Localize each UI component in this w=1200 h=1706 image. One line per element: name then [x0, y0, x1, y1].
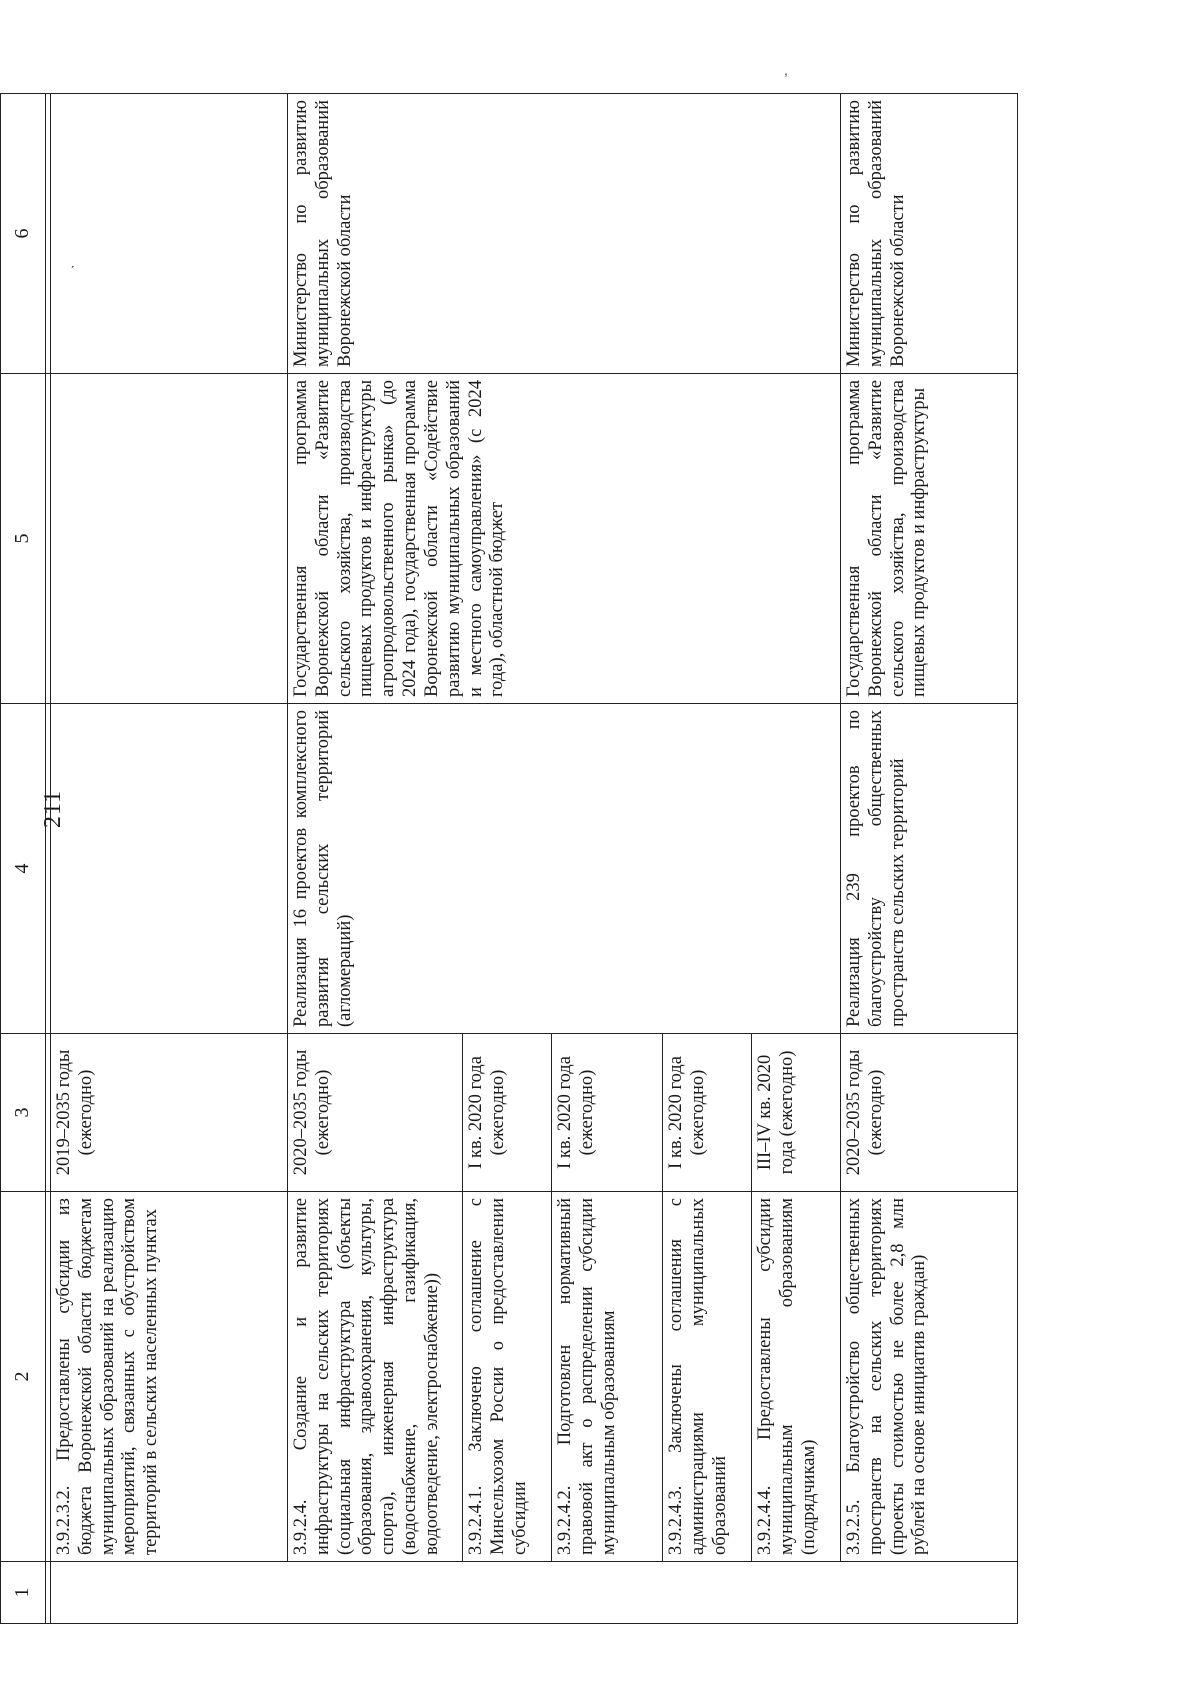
- page-number: 211: [40, 789, 66, 828]
- period-cell: I кв. 2020 года (ежегодно): [552, 1034, 663, 1192]
- column-header: 4: [1, 704, 46, 1034]
- result-cell: Реализация 16 проектов комплексного развития сельских территорий (агломераций): [288, 704, 841, 1034]
- row-number-cell: [51, 1562, 1018, 1624]
- period-cell: 2019–2035 годы (ежегодно): [51, 1034, 288, 1192]
- period-cell: I кв. 2020 года (ежегодно): [463, 1034, 552, 1192]
- scan-mark: ,: [784, 62, 788, 78]
- source-cell: [51, 374, 288, 704]
- event-cell: 3.9.2.4.1. Заключено соглашение с Минсельхозом России о предоставлении субсидии: [463, 1192, 552, 1562]
- event-cell: 3.9.2.5. Благоустройство общественных пространств на сельских территориях (проекты стоимостью не более 2,8 млн рублей на основе инициатив граждан): [841, 1192, 1018, 1562]
- table-row: [841, 94, 1018, 1624]
- event-cell: 3.9.2.4. Создание и развитие инфраструктуры на сельских территориях (социальная инфраструктура (объекты образования, здравоохранения, культуры, спорта), инженерная инфраструктура (водоснабжение, газификация, водоотведение, электроснабжение)): [288, 1192, 463, 1562]
- column-header: 2: [1, 1192, 46, 1562]
- source-cell: Государственная программа Воронежской области «Развитие сельского хозяйства, производства пищевых продуктов и инфраструктуры: [841, 374, 1018, 704]
- responsible-cell: Министерство по развитию муниципальных образований Воронежской области: [841, 94, 1018, 374]
- responsible-cell: Министерство по развитию муниципальных образований Воронежской области: [288, 94, 841, 374]
- responsible-cell: [51, 94, 288, 374]
- event-cell: 3.9.2.3.2. Предоставлены субсидии из бюджета Воронежской области бюджетам муниципальных образований на реализацию мероприятий, связанных с обустройством территорий в сельских населенных пунктах: [51, 1192, 288, 1562]
- period-cell: III–IV кв. 2020 года (ежегодно): [752, 1034, 841, 1192]
- scan-mark: ˏ: [70, 252, 75, 268]
- result-cell: Реализация 239 проектов по благоустройству общественных пространств сельских территорий: [841, 704, 1018, 1034]
- period-cell: I кв. 2020 года (ежегодно): [663, 1034, 752, 1192]
- period-cell: 2020–2035 годы (ежегодно): [288, 1034, 463, 1192]
- program-table: [0, 93, 1018, 1624]
- event-cell: 3.9.2.4.3. Заключены соглашения с администрациями муниципальных образований: [663, 1192, 752, 1562]
- table-row: [288, 94, 463, 1624]
- rotated-page: [0, 94, 1050, 1624]
- column-header: 6: [1, 94, 46, 374]
- period-cell: 2020–2035 годы (ежегодно): [841, 1034, 1018, 1192]
- event-cell: 3.9.2.4.4. Предоставлены субсидии муниципальным образованиям (подрядчикам): [752, 1192, 841, 1562]
- source-cell: Государственная программа Воронежской области «Развитие сельского хозяйства, производства пищевых продуктов и инфраструктуры агропродовольственного рынка» (до 2024 года), государственная программа Воронежской области «Содействие развитию муниципальных образований и местного самоуправления» (с 2024 года), областной бюджет: [288, 374, 841, 704]
- table-row: [51, 94, 288, 1624]
- header-row: [1, 94, 46, 1624]
- event-cell: 3.9.2.4.2. Подготовлен нормативный правовой акт о распределении субсидии муниципальным образованиям: [552, 1192, 663, 1562]
- column-header: 3: [1, 1034, 46, 1192]
- result-cell: [51, 704, 288, 1034]
- column-header: 1: [1, 1562, 46, 1624]
- column-header: 5: [1, 374, 46, 704]
